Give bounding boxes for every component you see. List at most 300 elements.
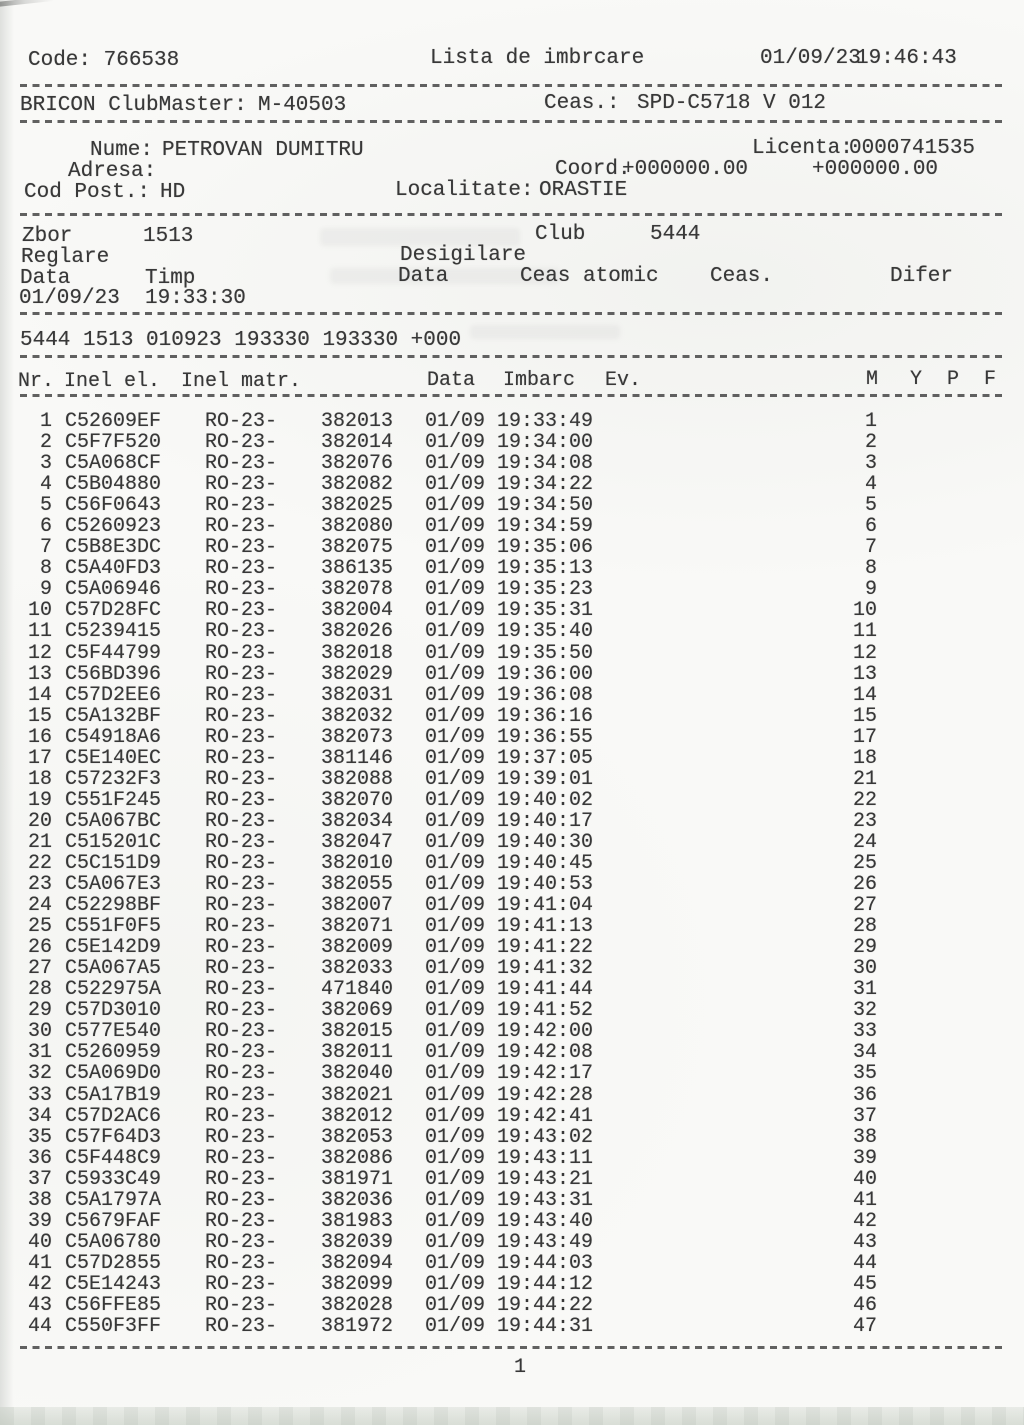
col-header-ev: Ev. [605,369,642,392]
basketing-time: 19:34:22 [497,473,594,497]
ring-number: 382099 [321,1272,394,1296]
table-row [0,1022,1024,1043]
ring-number: 471840 [321,978,394,1002]
row-number: 9 [39,578,52,602]
desigilare-label: Desigilare [400,244,527,267]
ring-number: 382018 [321,641,394,665]
ring-number: 382078 [321,578,394,602]
coord-label: Coord. [555,158,631,181]
chip-ring-id: C5A40FD3 [65,557,162,581]
m-count: 1 [864,410,877,433]
m-count: 4 [864,473,877,497]
chip-ring-id: C57232F3 [65,767,162,791]
reglare-time: 19:33:30 [145,287,246,310]
m-count: 3 [864,452,877,476]
ring-prefix: RO-23- [205,704,278,728]
ring-number: 382028 [321,1293,394,1317]
chip-ring-id: C57D2AC6 [65,1104,162,1128]
ring-prefix: RO-23- [205,1125,278,1149]
table-row [0,580,1024,601]
ring-prefix: RO-23- [205,1315,278,1339]
chip-ring-id: C5679FAF [65,1209,162,1233]
m-count: 29 [852,936,877,960]
basketing-time: 19:40:45 [497,851,594,875]
ring-number: 382055 [321,873,394,897]
row-number: 8 [39,557,52,581]
basketing-date: 01/09 [425,410,486,433]
ring-prefix: RO-23- [205,1104,278,1128]
basketing-time: 19:41:13 [497,915,594,939]
m-count: 6 [864,515,877,539]
chip-ring-id: C5E14243 [65,1272,162,1296]
table-row [0,809,1024,833]
name-label: Nume: [90,139,154,162]
ring-prefix: RO-23- [205,1146,278,1170]
postcode-label: Cod Post.: [24,181,151,204]
chip-ring-id: C5F44799 [65,641,162,665]
col-header-m: M [866,368,879,391]
table-row [0,662,1024,686]
chip-ring-id: C5A068CF [65,452,162,476]
table-row [0,746,1024,770]
reglare-label: Reglare [21,246,110,269]
ring-prefix: RO-23- [205,599,278,623]
chip-ring-id: C5A067A5 [65,957,162,981]
ring-number: 382039 [321,1230,394,1254]
separator [20,394,1004,397]
chip-ring-id: C5239415 [65,620,162,644]
chip-ring-id: C5A067E3 [65,873,162,897]
m-count: 43 [852,1230,877,1254]
basketing-time: 19:36:00 [497,662,594,686]
chip-ring-id: C5B04880 [65,473,162,497]
basketing-date: 01/09 [425,1251,486,1275]
m-count: 47 [852,1315,877,1339]
locality-label: Localitate: [395,179,534,202]
ring-prefix: RO-23- [205,936,278,960]
basketing-time: 19:44:12 [497,1272,594,1296]
chip-ring-id: C5933C49 [65,1167,162,1191]
ring-number: 382034 [321,809,394,833]
basketing-time: 19:44:22 [497,1293,594,1317]
ring-prefix: RO-23- [205,873,278,897]
table-row [0,959,1024,980]
m-count: 40 [852,1167,877,1191]
table-row [0,767,1024,791]
basketing-date: 01/09 [425,620,486,644]
device-label: BRICON ClubMaster: [20,94,247,117]
row-number: 40 [27,1230,52,1254]
basketing-date: 01/09 [425,515,486,539]
basketing-date: 01/09 [425,1293,486,1317]
chip-ring-id: C5F7F520 [65,431,162,455]
basketing-date: 01/09 [425,1041,486,1065]
basketing-date: 01/09 [425,788,486,812]
row-number: 33 [27,1083,52,1107]
basketing-date: 01/09 [425,830,486,854]
row-number: 35 [27,1125,52,1149]
m-count: 36 [852,1083,877,1107]
basketing-time: 19:43:40 [497,1209,594,1233]
basketing-time: 19:35:31 [497,599,594,623]
basketing-date: 01/09 [425,746,486,770]
table-row [0,475,1024,496]
basketing-date: 01/09 [425,851,486,875]
table-row [0,454,1024,475]
basketing-date: 01/09 [425,1062,486,1086]
address-label: Adresa: [68,160,157,183]
ring-number: 382025 [321,494,394,518]
basketing-time: 19:42:00 [497,1020,594,1044]
m-count: 26 [852,873,877,897]
ring-number: 382071 [321,915,394,939]
m-count: 13 [852,662,877,686]
ring-prefix: RO-23- [205,1041,278,1065]
chip-ring-id: C52298BF [65,894,162,918]
ring-prefix: RO-23- [205,809,278,833]
separator [20,84,1004,87]
ring-prefix: RO-23- [205,894,278,918]
table-row [0,1043,1024,1064]
ring-number: 382029 [321,662,394,686]
table-row [0,917,1024,938]
basketing-time: 19:43:31 [497,1188,594,1212]
ring-number: 381971 [321,1167,394,1191]
ring-number: 382021 [321,1083,394,1107]
m-count: 7 [864,536,877,560]
club-value: 5444 [650,223,701,246]
ring-prefix: RO-23- [205,1167,278,1191]
ring-prefix: RO-23- [205,830,278,854]
basketing-date: 01/09 [425,894,486,918]
row-number: 4 [39,473,52,497]
clock-label: Ceas.: [544,92,620,115]
m-count: 37 [852,1104,877,1128]
row-number: 14 [27,683,52,707]
row-number: 26 [27,936,52,960]
basketing-time: 19:39:01 [497,767,594,791]
row-number: 30 [27,1020,52,1044]
row-number: 23 [27,873,52,897]
basketing-date: 01/09 [425,452,486,476]
basketing-date: 01/09 [425,1272,486,1296]
basketing-date: 01/09 [425,641,486,665]
col-header-f: F [984,368,997,391]
row-number: 29 [27,999,52,1023]
m-count: 9 [864,578,877,602]
table-row [0,980,1024,1001]
ring-number: 382007 [321,894,394,918]
basketing-date: 01/09 [425,494,486,518]
basketing-date: 01/09 [425,1209,486,1233]
ring-number: 382004 [321,599,394,623]
basketing-time: 19:44:31 [497,1315,594,1339]
chip-ring-id: C5A067BC [65,809,162,833]
ring-number: 382009 [321,936,394,960]
basketing-date: 01/09 [425,599,486,623]
basketing-date: 01/09 [425,999,486,1023]
basketing-time: 19:42:08 [497,1041,594,1065]
ring-number: 382080 [321,515,394,539]
table-row [0,1209,1024,1233]
basketing-time: 19:36:55 [497,725,594,749]
chip-ring-id: C57F64D3 [65,1125,162,1149]
ring-prefix: RO-23- [205,851,278,875]
row-number: 31 [27,1041,52,1065]
row-number: 18 [27,767,52,791]
print-date: 01/09/23 [760,47,861,70]
basketing-time: 19:34:50 [497,494,594,518]
ring-prefix: RO-23- [205,578,278,602]
code-label: Code: [28,49,92,72]
basketing-date: 01/09 [425,1188,486,1212]
basketing-date: 01/09 [425,662,486,686]
table-row [0,875,1024,896]
basketing-time: 19:35:13 [497,557,594,581]
ring-number: 382069 [321,999,394,1023]
basketing-time: 19:34:00 [497,431,594,455]
basketing-date: 01/09 [425,957,486,981]
row-number: 5 [39,494,52,518]
ring-prefix: RO-23- [205,1293,278,1317]
postcode-value: HD [160,181,186,204]
m-count: 28 [852,915,877,939]
chip-ring-id: C56FFE85 [65,1293,162,1317]
col-difer-label: Difer [890,265,954,288]
chip-ring-id: C56F0643 [65,494,162,518]
basketing-date: 01/09 [425,978,486,1002]
row-number: 28 [27,978,52,1002]
code-value: 766538 [103,49,180,72]
basketing-date: 01/09 [425,557,486,581]
m-count: 14 [852,683,877,707]
chip-ring-id: C57D2EE6 [65,683,162,707]
reglare-date: 01/09/23 [19,287,120,310]
ring-prefix: RO-23- [205,978,278,1002]
clock-value: SPD-C5718 V 012 [637,92,827,115]
coord-lat: +000000.00 [622,158,749,181]
chip-ring-id: C515201C [65,830,162,854]
m-count: 23 [852,809,877,833]
row-number: 16 [27,725,52,749]
club-label: Club [535,223,586,246]
ring-number: 382031 [321,683,394,707]
m-count: 10 [852,599,877,623]
scanner-edge-band [0,1407,1024,1425]
ring-number: 382033 [321,957,394,981]
col-header-p: P [947,368,960,391]
table-row [0,1293,1024,1317]
ring-number: 382070 [321,788,394,812]
chip-ring-id: C550F3FF [65,1315,162,1339]
row-number: 24 [27,894,52,918]
row-number: 10 [27,599,52,623]
row-number: 39 [27,1209,52,1233]
chip-ring-id: C57D3010 [65,999,162,1023]
separator [20,312,1004,315]
table-row [0,601,1024,622]
chip-ring-id: C57D2855 [65,1251,162,1275]
basketing-date: 01/09 [425,1083,486,1107]
ring-number: 386135 [321,557,394,581]
separator [20,355,1004,358]
basketing-time: 19:41:44 [497,978,594,1002]
ring-number: 382032 [321,704,394,728]
ring-prefix: RO-23- [205,957,278,981]
basketing-date: 01/09 [425,578,486,602]
ring-prefix: RO-23- [205,1020,278,1044]
ring-number: 382036 [321,1188,394,1212]
chip-ring-id: C577E540 [65,1020,162,1044]
ring-prefix: RO-23- [205,431,278,455]
ring-prefix: RO-23- [205,725,278,749]
chip-ring-id: C5260959 [65,1041,162,1065]
basketing-date: 01/09 [425,704,486,728]
m-count: 21 [852,767,877,791]
chip-ring-id: C551F245 [65,788,162,812]
basketing-time: 19:43:02 [497,1125,594,1149]
separator [20,213,1004,216]
ring-prefix: RO-23- [205,999,278,1023]
m-count: 18 [852,746,877,770]
m-count: 5 [864,494,877,518]
basketing-time: 19:41:22 [497,936,594,960]
m-count: 17 [852,725,877,749]
row-number: 21 [27,830,52,854]
chip-ring-id: C551F0F5 [65,915,162,939]
m-count: 27 [852,894,877,918]
basketing-time: 19:42:41 [497,1104,594,1128]
m-count: 45 [852,1272,877,1296]
chip-ring-id: C57D28FC [65,599,162,623]
chip-ring-id: C5A069D0 [65,1062,162,1086]
row-number: 37 [27,1167,52,1191]
table-row [0,1125,1024,1149]
basketing-time: 19:41:32 [497,957,594,981]
row-number: 34 [27,1104,52,1128]
row-number: 27 [27,957,52,981]
m-count: 46 [852,1293,877,1317]
ring-prefix: RO-23- [205,788,278,812]
chip-ring-id: C5C151D9 [65,851,162,875]
locality-value: ORASTIE [539,179,628,202]
table-row [0,896,1024,917]
m-count: 30 [852,957,877,981]
row-number: 6 [39,515,52,539]
page-number: 1 [513,1356,526,1379]
basketing-date: 01/09 [425,1315,486,1339]
chip-ring-id: C5A06780 [65,1230,162,1254]
owner-name: PETROVAN DUMITRU [162,139,364,162]
basketing-time: 19:40:02 [497,788,594,812]
row-number: 13 [27,662,52,686]
ring-prefix: RO-23- [205,557,278,581]
m-count: 44 [852,1251,877,1275]
m-count: 38 [852,1125,877,1149]
m-count: 22 [852,788,877,812]
chip-ring-id: C56BD396 [65,662,162,686]
col-timp-label: Timp [145,267,196,290]
ring-prefix: RO-23- [205,620,278,644]
basketing-date: 01/09 [425,915,486,939]
ring-number: 382094 [321,1251,394,1275]
m-count: 33 [852,1020,877,1044]
m-count: 42 [852,1209,877,1233]
row-number: 32 [27,1062,52,1086]
m-count: 35 [852,1062,877,1086]
basketing-time: 19:40:30 [497,830,594,854]
basketing-date: 01/09 [425,809,486,833]
ring-number: 382075 [321,536,394,560]
ring-number: 382053 [321,1125,394,1149]
chip-ring-id: C5A132BF [65,704,162,728]
pigeon-table-rows [0,412,1024,1338]
table-row [0,830,1024,854]
basketing-time: 19:40:17 [497,809,594,833]
basketing-date: 01/09 [425,431,486,455]
ring-prefix: RO-23- [205,662,278,686]
row-number: 12 [27,641,52,665]
ring-number: 382014 [321,431,394,455]
device-value: M-40503 [258,94,347,117]
ring-number: 382082 [321,473,394,497]
separator [20,120,1004,123]
chip-ring-id: C5A06946 [65,578,162,602]
table-row [0,1104,1024,1128]
basketing-date: 01/09 [425,473,486,497]
ring-prefix: RO-23- [205,452,278,476]
row-number: 17 [27,746,52,770]
ring-number: 381972 [321,1315,394,1339]
table-row [0,851,1024,875]
basketing-date: 01/09 [425,1230,486,1254]
chip-ring-id: C5E142D9 [65,936,162,960]
ring-number: 382040 [321,1062,394,1086]
col-header-inel-el: Inel el. [64,370,161,393]
row-number: 36 [27,1146,52,1170]
ring-prefix: RO-23- [205,683,278,707]
ring-prefix: RO-23- [205,767,278,791]
ring-number: 382011 [321,1041,394,1065]
table-row [0,788,1024,812]
zbor-value: 1513 [143,225,194,248]
table-row [0,412,1024,433]
table-row [0,1251,1024,1275]
basketing-date: 01/09 [425,536,486,560]
ring-number: 382073 [321,725,394,749]
row-number: 15 [27,704,52,728]
row-number: 19 [27,788,52,812]
basketing-time: 19:34:08 [497,452,594,476]
basketing-date: 01/09 [425,936,486,960]
basketing-time: 19:33:49 [497,410,594,433]
table-row [0,1167,1024,1191]
row-number: 3 [39,452,52,476]
table-row [0,517,1024,538]
col-ceas-atomic-label: Ceas atomic [520,265,659,288]
separator [20,1346,1004,1349]
table-row [0,1001,1024,1022]
ring-prefix: RO-23- [205,1209,278,1233]
col-header-imbarc: Imbarc [503,369,576,392]
basketing-time: 19:40:53 [497,873,594,897]
chip-ring-id: C5E140EC [65,746,162,770]
ring-number: 382076 [321,452,394,476]
bleedthrough-smudge [470,325,620,339]
table-row [0,1146,1024,1170]
m-count: 24 [852,830,877,854]
ring-number: 382047 [321,830,394,854]
